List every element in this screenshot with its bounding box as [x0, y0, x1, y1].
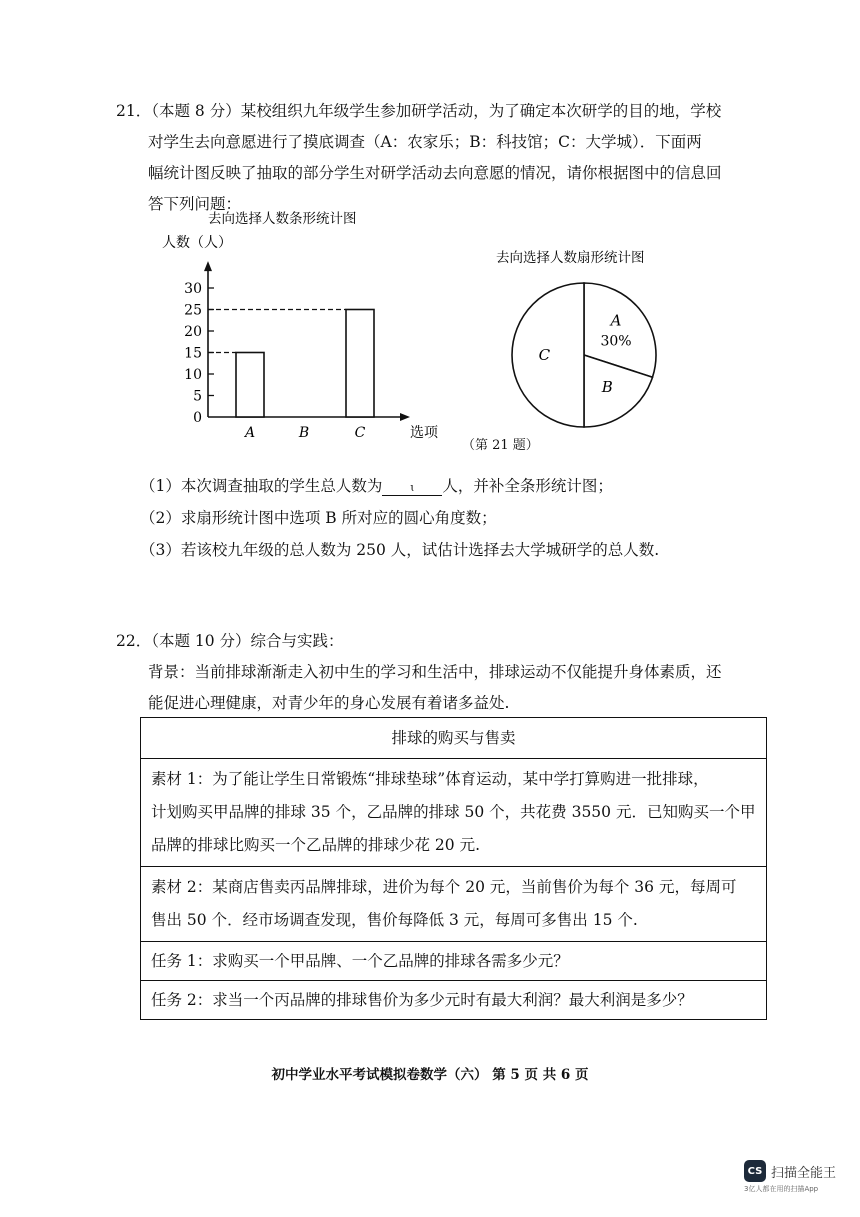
material-2-line: 素材 2：某商店售卖丙品牌排球，进价为每个 20 元，当前售价为每个 36 元，每周可 [151, 878, 737, 896]
task-1: 任务 1：求购买一个甲品牌、一个乙品牌的排球各需多少元？ [141, 942, 767, 981]
pie-label: C [538, 346, 551, 364]
pie-percent-label: 30% [600, 333, 632, 350]
material-2-line: 售出 50 个．经市场调查发现，售价每降低 3 元，每周可多售出 15 个. [151, 911, 638, 929]
question-21 [116, 96, 766, 220]
figure-caption: （第 21 题） [462, 438, 539, 453]
pie-chart [490, 240, 690, 440]
q22-title: 22．（本题 10 分）综合与实践： [116, 632, 344, 650]
q21-sub-1-after: 人，并补全条形统计图； [442, 477, 613, 495]
bar-A [236, 353, 264, 418]
y-tick-label: 25 [184, 302, 202, 319]
y-tick-label: 0 [193, 410, 202, 426]
bar-ticks [184, 281, 214, 426]
task-2: 任务 2：求当一个丙品牌的排球售价为多少元时有最大利润？最大利润是多少？ [141, 981, 767, 1020]
y-tick-label: 30 [184, 281, 202, 297]
y-axis-arrow [204, 261, 212, 271]
x-category-label: B [298, 425, 310, 441]
y-tick-label: 20 [184, 324, 202, 340]
pie-chart-title: 去向选择人数扇形统计图 [496, 250, 645, 266]
pie-label: A [610, 311, 622, 330]
material-1-line: 素材 1：为了能让学生日常锻炼“排球垫球”体育运动，某中学打算购进一批排球， [151, 770, 709, 788]
bar-categories [243, 425, 366, 441]
scanner-logo-name: 扫描全能王 [771, 1165, 837, 1181]
material-1-line: 计划购买甲品牌的排球 35 个，乙品牌的排球 50 个，共花费 3550 元．已知购买一个甲 [151, 803, 756, 821]
q21-line-2: 对学生去向意愿进行了摸底调查（A：农家乐；B：科技馆；C：大学城）．下面两 [148, 133, 702, 151]
q21-line-3: 幅统计图反映了抽取的部分学生对研学活动去向意愿的情况，请你根据图中的信息回 [148, 164, 722, 182]
scanner-logo-icon: CS [744, 1160, 766, 1182]
bar-chart-ylabel: 人数（人） [162, 235, 232, 251]
material-2 [141, 867, 767, 942]
scanner-logo [744, 1160, 844, 1194]
bar-chart [162, 205, 460, 445]
page-footer: 初中学业水平考试模拟卷数学（六） 第 5 页 共 6 页 [271, 1067, 589, 1083]
q21-sub-1-before: （1）本次调查抽取的学生总人数为 [140, 477, 383, 495]
answer-blank-mark: ɩ [410, 481, 415, 494]
material-table [140, 717, 767, 1020]
q21-sub-1 [140, 474, 613, 496]
table-heading: 排球的购买与售卖 [141, 718, 767, 759]
bar-axes [204, 261, 410, 421]
scanner-logo-tagline: 3亿人都在用的扫描App [744, 1185, 819, 1193]
q21-line-1: 21．（本题 8 分）某校组织九年级学生参加研学活动，为了确定本次研学的目的地，学校 [116, 102, 722, 120]
x-axis-arrow [400, 413, 410, 421]
pie-slices [512, 283, 656, 427]
q21-line-4: 答下列问题： [148, 195, 242, 213]
pie-label: B [601, 378, 613, 397]
bar-chart-xlabel: 选项 [410, 425, 438, 441]
answer-blank [382, 477, 442, 496]
material-1-line: 品牌的排球比购买一个乙品牌的排球少花 20 元. [151, 836, 481, 854]
y-tick-label: 10 [184, 367, 202, 383]
bar-C [346, 310, 374, 418]
material-1 [141, 759, 767, 867]
y-tick-label: 5 [193, 388, 202, 405]
q22-background-2: 能促进心理健康，对青少年的身心发展有着诸多益处. [148, 694, 510, 712]
q22-background-1: 背景：当前排球渐渐走入初中生的学习和生活中，排球运动不仅能提升身体素质，还 [148, 663, 722, 681]
bar-bars [208, 310, 374, 418]
x-category-label: C [354, 425, 366, 441]
q21-sub-3: （3）若该校九年级的总人数为 250 人，试估计选择去大学城研学的总人数. [140, 541, 660, 559]
q21-sub-2: （2）求扇形统计图中选项 B 所对应的圆心角度数； [140, 509, 497, 527]
x-category-label: A [244, 425, 256, 441]
bar-chart-title: 去向选择人数条形统计图 [208, 211, 357, 227]
y-tick-label: 15 [184, 345, 202, 362]
question-22 [116, 626, 766, 719]
